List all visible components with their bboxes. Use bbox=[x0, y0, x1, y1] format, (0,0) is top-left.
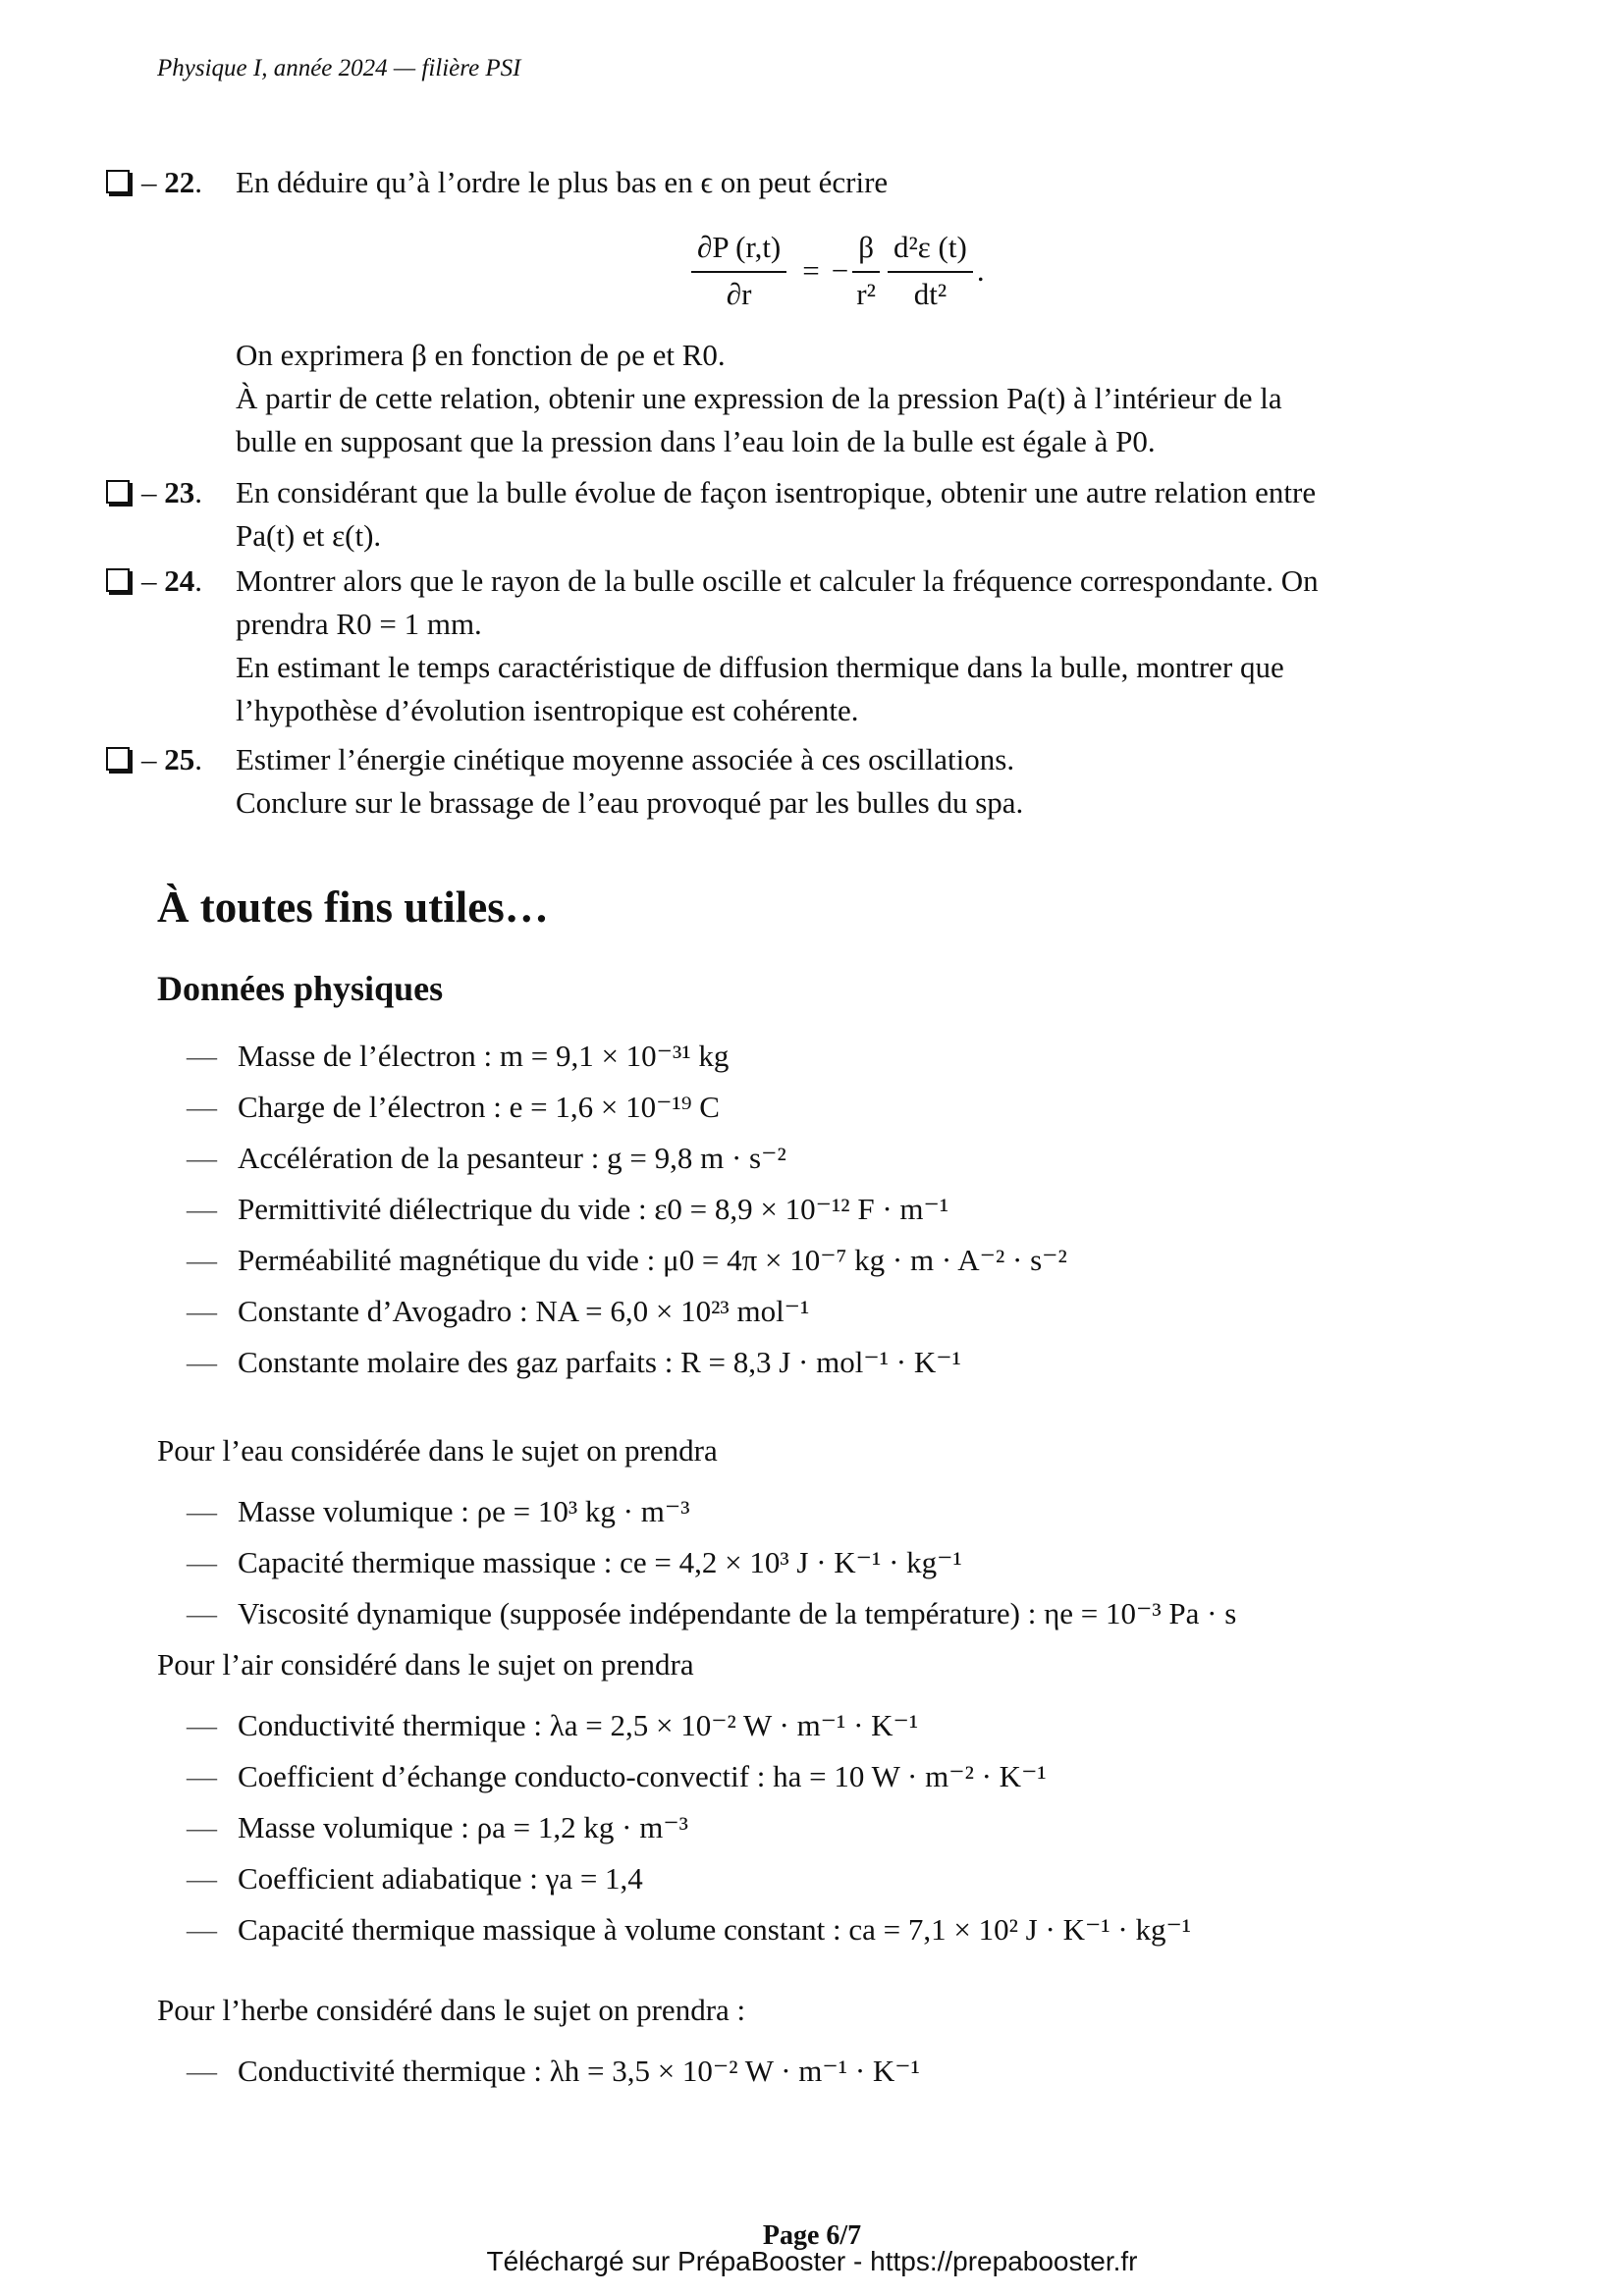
question-24: – 24. Montrer alors que le rayon de la bulle oscille et calculer la fréquence correspondante. On prendra R0 = 1 mm. En estimant le temps caractéristique de diffusion thermique dans la bulle, montrer que l’hypothèse d’évolution isentropique est cohérente. bbox=[106, 560, 236, 603]
checkbox-icon bbox=[106, 170, 130, 193]
question-number: 24 bbox=[164, 563, 195, 598]
running-header: Physique I, année 2024 — filière PSI bbox=[157, 55, 521, 81]
question-number: 22 bbox=[164, 165, 195, 199]
question-text: On exprimera β en fonction de ρe et R0. bbox=[236, 338, 726, 372]
checkbox-icon bbox=[106, 480, 130, 504]
question-text: À partir de cette relation, obtenir une expression de la pression Pa(t) à l’intérieur de la bbox=[236, 381, 1282, 415]
water-properties-list bbox=[187, 1486, 1236, 1639]
list-item: — Capacité thermique massique à volume constant : ca = 7,1 × 10² J · K⁻¹ · kg⁻¹ bbox=[187, 1912, 1192, 1947]
question-25: – 25. Estimer l’énergie cinétique moyenne associée à ces oscillations. Conclure sur le brassage de l’eau provoqué par les bulles du spa. bbox=[106, 738, 236, 781]
list-item: — Constante d’Avogadro : NA = 6,0 × 10²³ mol⁻¹ bbox=[187, 1294, 810, 1328]
list-item: — Accélération de la pesanteur : g = 9,8 m · s⁻² bbox=[187, 1141, 786, 1175]
list-item: — Coefficient d’échange conducto-convectif : ha = 10 W · m⁻² · K⁻¹ bbox=[187, 1759, 1047, 1793]
question-22: – 22. En déduire qu’à l’ordre le plus bas en ϵ on peut écrire bbox=[106, 161, 236, 204]
question-text: En estimant le temps caractéristique de diffusion thermique dans la bulle, montrer que bbox=[236, 650, 1284, 684]
air-properties-list bbox=[187, 1700, 1191, 1955]
question-text: Montrer alors que le rayon de la bulle oscille et calculer la fréquence correspondante. On bbox=[236, 563, 1319, 598]
rhs2-numerator: d²ε (t) bbox=[888, 228, 973, 273]
question-text: En considérant que la bulle évolue de façon isentropique, obtenir une autre relation entre bbox=[236, 475, 1317, 509]
question-text: En déduire qu’à l’ordre le plus bas en ϵ on peut écrire bbox=[236, 165, 889, 199]
question-text: l’hypothèse d’évolution isentropique est cohérente. bbox=[236, 693, 859, 727]
section-title: À toutes fins utiles… bbox=[157, 882, 549, 932]
page-number: Page 6/7 bbox=[762, 2220, 862, 2251]
list-item: — Capacité thermique massique : ce = 4,2 × 10³ J · K⁻¹ · kg⁻¹ bbox=[187, 1545, 962, 1579]
question-number: 25 bbox=[164, 742, 195, 776]
question-text: bulle en supposant que la pression dans l’eau loin de la bulle est égale à P0. bbox=[236, 424, 1156, 458]
list-item: — Constante molaire des gaz parfaits : R = 8,3 J · mol⁻¹ · K⁻¹ bbox=[187, 1345, 961, 1379]
checkbox-icon bbox=[106, 747, 130, 771]
equation bbox=[687, 228, 985, 314]
rhs1-denominator: r² bbox=[856, 277, 876, 311]
list-item: — Charge de l’électron : e = 1,6 × 10⁻¹⁹ C bbox=[187, 1090, 720, 1124]
checkbox-icon bbox=[106, 568, 130, 592]
equals-sign: = bbox=[802, 253, 820, 288]
list-item: — Perméabilité magnétique du vide : μ0 = 4π × 10⁻⁷ kg · m · A⁻² · s⁻² bbox=[187, 1243, 1067, 1277]
question-text: Conclure sur le brassage de l’eau provoqué par les bulles du spa. bbox=[236, 785, 1024, 820]
equation-period: . bbox=[976, 253, 985, 288]
air-intro: Pour l’air considéré dans le sujet on prendra bbox=[157, 1647, 694, 1682]
question-number: 23 bbox=[164, 475, 195, 509]
list-item: — Viscosité dynamique (supposée indépendante de la température) : ηe = 10⁻³ Pa · s bbox=[187, 1596, 1237, 1630]
list-item: — Conductivité thermique : λh = 3,5 × 10⁻² W · m⁻¹ · K⁻¹ bbox=[187, 2054, 920, 2088]
question-22-continued bbox=[106, 334, 1282, 458]
question-text: Estimer l’énergie cinétique moyenne associée à ces oscillations. bbox=[236, 742, 1015, 776]
grass-properties-list bbox=[187, 2046, 920, 2097]
list-item: — Permittivité diélectrique du vide : ε0 = 8,9 × 10⁻¹² F · m⁻¹ bbox=[187, 1192, 949, 1226]
subsection-title: Données physiques bbox=[157, 969, 444, 1008]
list-item: — Conductivité thermique : λa = 2,5 × 10⁻² W · m⁻¹ · K⁻¹ bbox=[187, 1708, 919, 1742]
grass-intro: Pour l’herbe considéré dans le sujet on prendra : bbox=[157, 1993, 746, 2027]
question-text: Pa(t) et ε(t). bbox=[236, 518, 382, 553]
lhs-numerator: ∂P (r,t) bbox=[691, 228, 786, 273]
list-item: — Masse volumique : ρe = 10³ kg · m⁻³ bbox=[187, 1494, 690, 1528]
minus-sign: − bbox=[831, 253, 849, 288]
question-23: – 23. En considérant que la bulle évolue de façon isentropique, obtenir une autre relation entre Pa(t) et ε(t). bbox=[106, 471, 236, 514]
list-item: — Masse volumique : ρa = 1,2 kg · m⁻³ bbox=[187, 1810, 688, 1844]
download-notice: Téléchargé sur PrépaBooster - https://prepabooster.fr bbox=[486, 2246, 1138, 2276]
physical-constants-list bbox=[187, 1031, 1067, 1388]
rhs2-denominator: dt² bbox=[913, 277, 947, 311]
question-text: prendra R0 = 1 mm. bbox=[236, 607, 482, 641]
water-intro: Pour l’eau considérée dans le sujet on prendra bbox=[157, 1433, 718, 1468]
rhs1-numerator: β bbox=[852, 228, 880, 273]
lhs-denominator: ∂r bbox=[726, 277, 752, 311]
list-item: — Coefficient adiabatique : γa = 1,4 bbox=[187, 1861, 643, 1896]
list-item: — Masse de l’électron : m = 9,1 × 10⁻³¹ kg bbox=[187, 1039, 730, 1073]
